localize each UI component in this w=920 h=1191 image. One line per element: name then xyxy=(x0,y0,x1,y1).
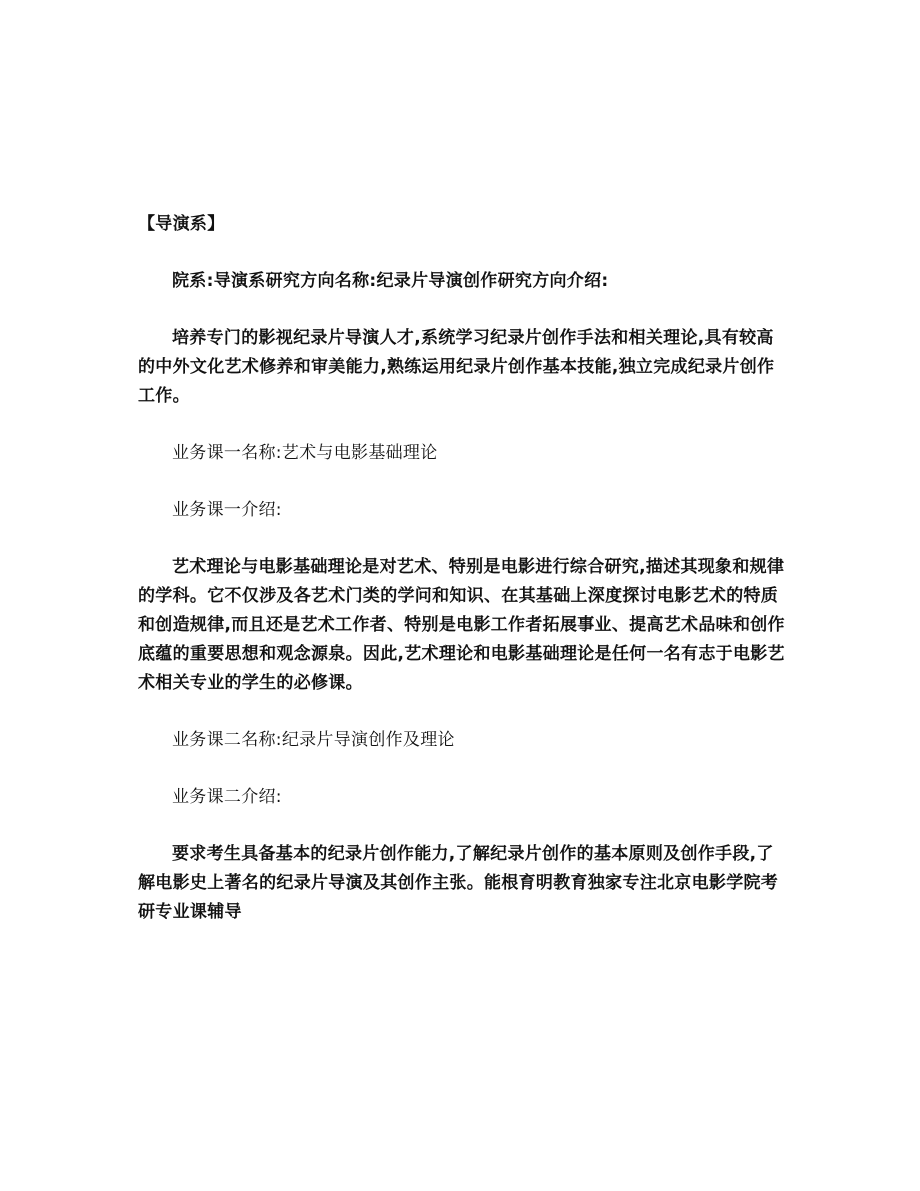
direction-intro-paragraph: 培养专门的影视纪录片导演人才,系统学习纪录片创作手法和相关理论,具有较高的中外文化艺术修养和审美能力,熟练运用纪录片创作基本技能,独立完成纪录片创作工作。 xyxy=(138,328,775,406)
course2-intro-label: 业务课二介绍: xyxy=(172,787,282,807)
department-line: 院系:导演系研究方向名称:纪录片导演创作研究方向介绍: xyxy=(172,271,609,291)
course2-intro-paragraph: 要求考生具备基本的纪录片创作能力,了解纪录片创作的基本原则及创作手段,了解电影史上著名的纪录片导演及其创作主张。能根育明教育独家专注北京电影学院考研专业课辅导 xyxy=(138,844,779,922)
document-body xyxy=(138,210,786,927)
course1-intro-paragraph: 艺术理论与电影基础理论是对艺术、特别是电影进行综合研究,描述其现象和规律的学科。它不仅涉及各艺术门类的学问和知识、在其基础上深度探讨电影艺术的特质和创造规律,而且还是艺术工作者、特别是电影工作者拓展事业、提高艺术品味和创作底蕴的重要思想和观念源泉。因此,艺术理论和电影基础理论是任何一名有志于电影艺术相关专业的学生的必修课。 xyxy=(138,557,785,693)
section-title: 【导演系】 xyxy=(138,214,225,234)
course2-name: 业务课二名称:纪录片导演创作及理论 xyxy=(172,730,455,750)
course1-intro-label: 业务课一介绍: xyxy=(172,500,282,520)
course1-name: 业务课一名称:艺术与电影基础理论 xyxy=(172,443,438,463)
